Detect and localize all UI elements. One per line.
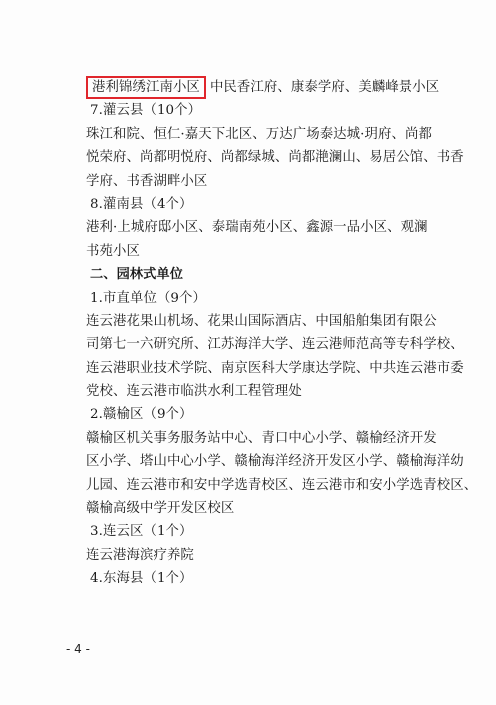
text-line: 赣榆高级中学开发区校区 <box>86 501 235 517</box>
highlighted-community-name: 港利锦绣江南小区 <box>86 76 206 99</box>
document-body <box>86 76 478 591</box>
text-line: 儿园、连云港市和安中学选青校区、连云港市和安小学选青校区、 <box>86 477 478 493</box>
text-line: 连云港花果山机场、花果山国际酒店、中国船舶集团有限公 <box>86 313 437 329</box>
page-number: - 4 - <box>66 642 90 656</box>
text-line: 珠江和院、恒仁·嘉天下北区、万达广场泰达城·玥府、尚都 <box>86 126 432 142</box>
section-city-units-title: 1.市直单位（9个） <box>90 290 207 306</box>
text-line <box>86 76 438 99</box>
community-list-text: 中民香江府、康泰学府、美麟峰景小区 <box>209 80 440 95</box>
text-line: 赣榆区机关事务服务站中心、青口中心小学、赣榆经济开发 <box>86 430 437 446</box>
text-line: 港利·上城府邸小区、泰瑞南苑小区、鑫源一品小区、观澜 <box>86 220 428 236</box>
section-lianyun-title: 3.连云区（1个） <box>90 524 193 540</box>
text-line: 党校、连云港市临洪水利工程管理处 <box>86 384 302 400</box>
section-ganyu-title: 2.赣榆区（9个） <box>90 407 193 423</box>
section-guanyun-title: 7.灌云县（10个） <box>90 103 202 119</box>
text-line: 悦荣府、尚都明悦府、尚都绿城、尚都滟澜山、易居公馆、书香 <box>86 150 464 166</box>
text-line: 连云港职业技术学院、南京医科大学康达学院、中共连云港市委 <box>86 360 464 376</box>
section-heading-garden-units: 二、园林式单位 <box>90 267 184 283</box>
text-line: 学府、书香湖畔小区 <box>86 173 208 189</box>
section-donghai-title: 4.东海县（1个） <box>90 571 193 587</box>
text-line: 连云港海滨疗养院 <box>86 547 194 563</box>
text-line: 区小学、塔山中心小学、赣榆海洋经济开发区小学、赣榆海洋幼 <box>86 454 464 470</box>
text-line: 书苑小区 <box>86 243 140 259</box>
section-guannan-title: 8.灌南县（4个） <box>90 196 193 212</box>
text-line: 司第七一六研究所、江苏海洋大学、连云港师范高等专科学校、 <box>86 337 464 353</box>
